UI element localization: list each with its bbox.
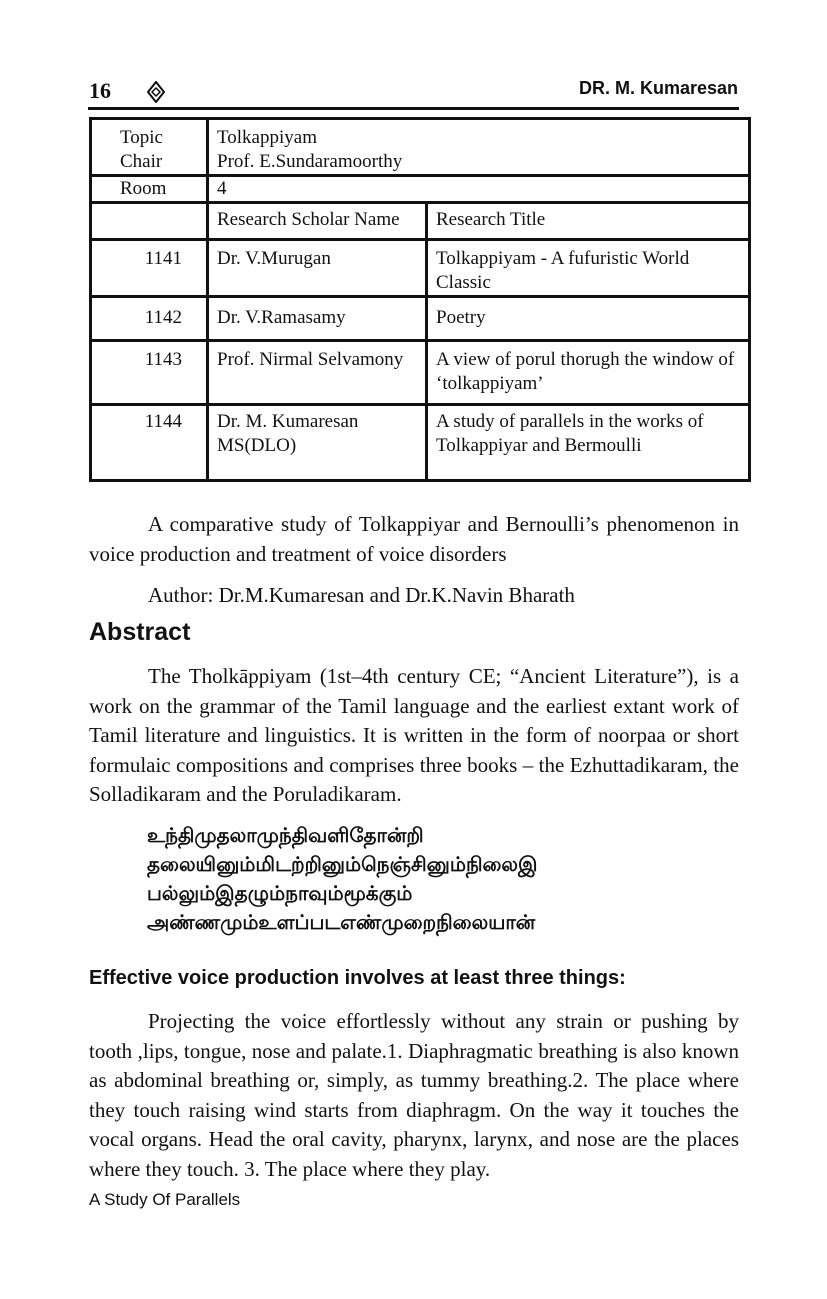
abstract-paragraph: The Tholkāppiyam (1st–4th century CE; “Ancient Literature”), is a work on the grammar of the Tamil language and the earliest extant work of Tamil literature and linguistics. It is written in the form of noorpaa or short formulaic compositions and comprises three books – the Ezhuttadikaram, the Solladikaram and the Poruladikaram. xyxy=(89,664,739,806)
topic-chair-labels xyxy=(91,119,208,176)
topic-chair-row xyxy=(91,119,750,176)
abstract-heading: Abstract xyxy=(89,618,191,646)
page-number: 16 xyxy=(89,78,111,103)
row-name: Dr. V.Ramasamy xyxy=(208,297,427,341)
table-row xyxy=(91,240,750,297)
tamil-verse xyxy=(147,822,538,938)
verse-line: பல்லும்இதழும்நாவும்மூக்கும் xyxy=(147,883,413,905)
room-value: 4 xyxy=(208,176,750,203)
article-title: A comparative study of Tolkappiyar and Bernoulli’s phenomenon in voice production and treatment of voice disorders xyxy=(89,512,739,566)
header-rule xyxy=(88,107,739,110)
row-id: 1141 xyxy=(91,240,208,297)
verse-line: உந்திமுதலாமுந்திவளிதோன்றி xyxy=(147,825,424,847)
row-id: 1142 xyxy=(91,297,208,341)
topic-label: Topic xyxy=(120,127,163,148)
row-name: Prof. Nirmal Selvamony xyxy=(208,341,427,405)
row-id: 1144 xyxy=(91,405,208,481)
room-label: Room xyxy=(91,176,208,203)
table-row xyxy=(91,405,750,481)
row-title: A study of parallels in the works of Tolkappiyar and Bermoulli xyxy=(427,405,750,481)
table-row xyxy=(91,341,750,405)
running-footer: A Study Of Parallels xyxy=(89,1190,241,1209)
diamond-ornament-icon xyxy=(147,81,165,103)
row-name: Dr. V.Murugan xyxy=(208,240,427,297)
verse-line: அண்ணமும்உளப்படஎண்முறைநிலையான் xyxy=(147,912,536,934)
row-title: Poetry xyxy=(427,297,750,341)
col-header-title: Research Title xyxy=(427,203,750,240)
header-author: DR. M. Kumaresan xyxy=(578,78,738,98)
col-header-name: Research Scholar Name xyxy=(208,203,427,240)
room-row xyxy=(91,176,750,203)
row-title: A view of porul thorugh the window of ‘tolkappiyam’ xyxy=(427,341,750,405)
row-id: 1143 xyxy=(91,341,208,405)
topic-chair-values xyxy=(208,119,750,176)
session-table xyxy=(89,117,751,482)
row-title: Tolkappiyam - A fufuristic World Classic xyxy=(427,240,750,297)
topic-value: Tolkappiyam xyxy=(217,127,317,148)
table-row xyxy=(91,297,750,341)
row-name-cell xyxy=(208,405,427,481)
running-header xyxy=(89,76,738,106)
empty-header-cell xyxy=(91,203,208,240)
row-name-qualification: MS(DLO) xyxy=(217,435,297,456)
chair-value: Prof. E.Sundaramoorthy xyxy=(217,151,403,172)
chair-label: Chair xyxy=(120,151,163,172)
verse-line: தலையினும்மிடற்றினும்நெஞ்சினும்நிலைஇ xyxy=(147,854,538,876)
article-authors: Author: Dr.M.Kumaresan and Dr.K.Navin Bharath xyxy=(148,583,575,607)
row-name: Dr. M. Kumaresan xyxy=(217,411,359,432)
section-subheading: Effective voice production involves at least three things: xyxy=(89,967,626,989)
body-paragraph: Projecting the voice effortlessly without any strain or pushing by tooth ,lips, tongue, nose and palate.1. Diaphragmatic breathing is also known as abdominal breathing or, simply, as tummy breathing.2. The place where they touch raising wind starts from diaphragm. On the way it touches the vocal organs. Head the oral cavity, pharynx, larynx, and nose are the places where they touch. 3. The place where they play. xyxy=(89,1009,739,1181)
column-header-row xyxy=(91,203,750,240)
